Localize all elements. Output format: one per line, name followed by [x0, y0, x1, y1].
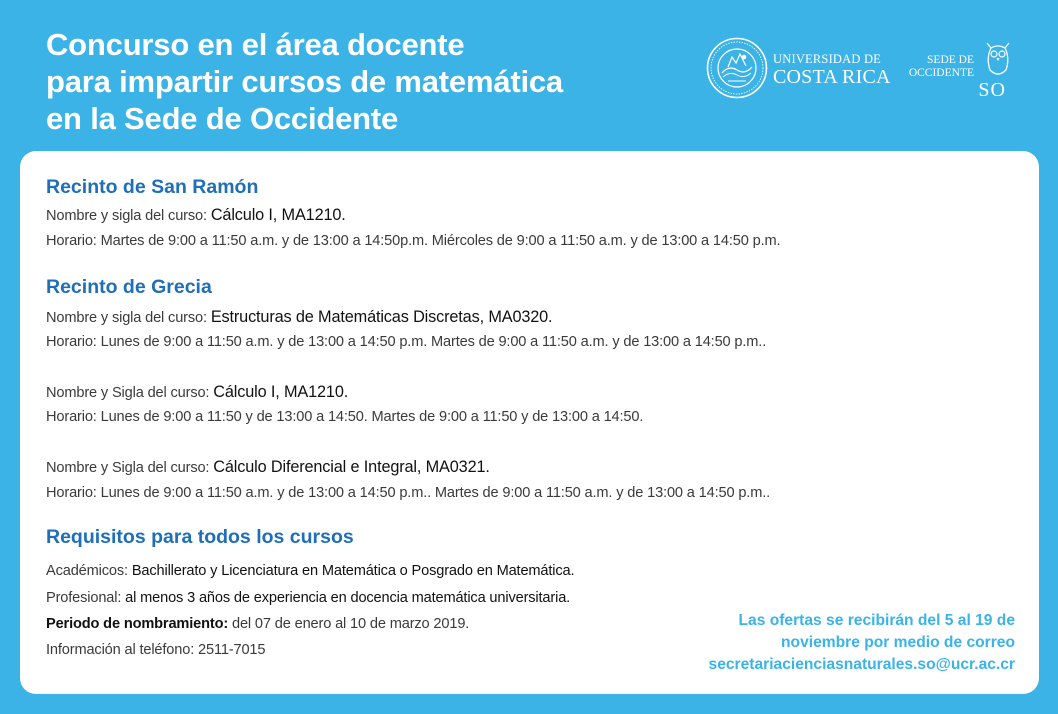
grecia-course-3	[46, 458, 490, 477]
grecia-schedule-1: Horario: Lunes de 9:00 a 11:50 a.m. y de 13:00 a 14:50 p.m. Martes de 9:00 a 11:50 a.m. y de 13:00 a 14:50 p.m..	[46, 334, 767, 350]
periodo-value: del 07 de enero al 10 de marzo 2019.	[228, 616, 470, 632]
course-label: Nombre y sigla del curso:	[46, 310, 211, 326]
ucr-wordmark-line2: COSTA RICA	[773, 66, 891, 88]
course-label: Nombre y Sigla del curso:	[46, 460, 214, 476]
owl-icon	[982, 38, 1014, 82]
grecia-course-2	[46, 383, 348, 402]
academicos-value: Bachillerato y Licenciatura en Matemática o Posgrado en Matemática.	[131, 563, 575, 579]
course-value: Cálculo Diferencial e Integral, MA0321.	[213, 458, 490, 476]
san-ramon-course	[46, 206, 346, 225]
req-academicos	[46, 563, 574, 579]
heading-grecia: Recinto de Grecia	[46, 276, 212, 298]
heading-requisitos: Requisitos para todos los cursos	[46, 526, 354, 548]
submission-note	[655, 610, 1015, 676]
periodo-label: Periodo de nombramiento:	[46, 616, 229, 632]
profesional-value: al menos 3 años de experiencia en docencia matemática universitaria.	[125, 590, 571, 606]
academicos-label: Académicos:	[46, 563, 132, 579]
course-label: Nombre y sigla del curso:	[46, 208, 211, 224]
title-line-3: en la Sede de Occidente	[46, 101, 399, 136]
grecia-schedule-3: Horario: Lunes de 9:00 a 11:50 a.m. y de 13:00 a 14:50 p.m.. Martes de 9:00 a 11:50 a.m. y de 13:00 a 14:50 p.m..	[46, 485, 771, 501]
sede-logo-mark: SO	[978, 79, 1006, 101]
sede-logo-line1: SEDE DE	[927, 54, 974, 66]
req-telefono: Información al teléfono: 2511-7015	[46, 642, 266, 658]
ucr-wordmark	[773, 52, 891, 88]
grecia-schedule-2: Horario: Lunes de 9:00 a 11:50 y de 13:00 a 14:50. Martes de 9:00 a 11:50 y de 13:00 a 14:50.	[46, 409, 644, 425]
title-line-2: para impartir cursos de matemática	[46, 64, 563, 99]
grecia-course-1	[46, 308, 552, 327]
contact-email[interactable]: secretariacienciasnaturales.so@ucr.ac.cr	[708, 656, 1015, 673]
heading-san-ramon: Recinto de San Ramón	[46, 176, 259, 198]
content-card	[20, 151, 1039, 694]
profesional-label: Profesional:	[46, 590, 126, 606]
course-value: Estructuras de Matemáticas Discretas, MA0320.	[210, 308, 553, 326]
sede-logo-line2: OCCIDENTE	[908, 67, 974, 79]
course-value: Cálculo I, MA1210.	[210, 206, 346, 224]
req-profesional	[46, 590, 570, 606]
sede-occidente-logo	[902, 38, 1022, 104]
san-ramon-schedule: Horario: Martes de 9:00 a 11:50 a.m. y de 13:00 a 14:50p.m. Miércoles de 9:00 a 11:50 a.m. y de 13:00 a 14:50 p.m.	[46, 233, 781, 249]
note-line-1: Las ofertas se recibirán del 5 al 19 de	[738, 612, 1015, 629]
note-line-2: noviembre por medio de correo	[781, 634, 1015, 651]
title-line-1: Concurso en el área docente	[46, 27, 465, 62]
ucr-wordmark-line1: UNIVERSIDAD DE	[773, 52, 882, 66]
course-value: Cálculo I, MA1210.	[213, 383, 349, 401]
page-title	[46, 26, 686, 137]
ucr-logo	[706, 37, 891, 103]
req-periodo	[46, 616, 469, 632]
course-label: Nombre y Sigla del curso:	[46, 385, 214, 401]
ucr-seal-icon	[706, 37, 768, 99]
